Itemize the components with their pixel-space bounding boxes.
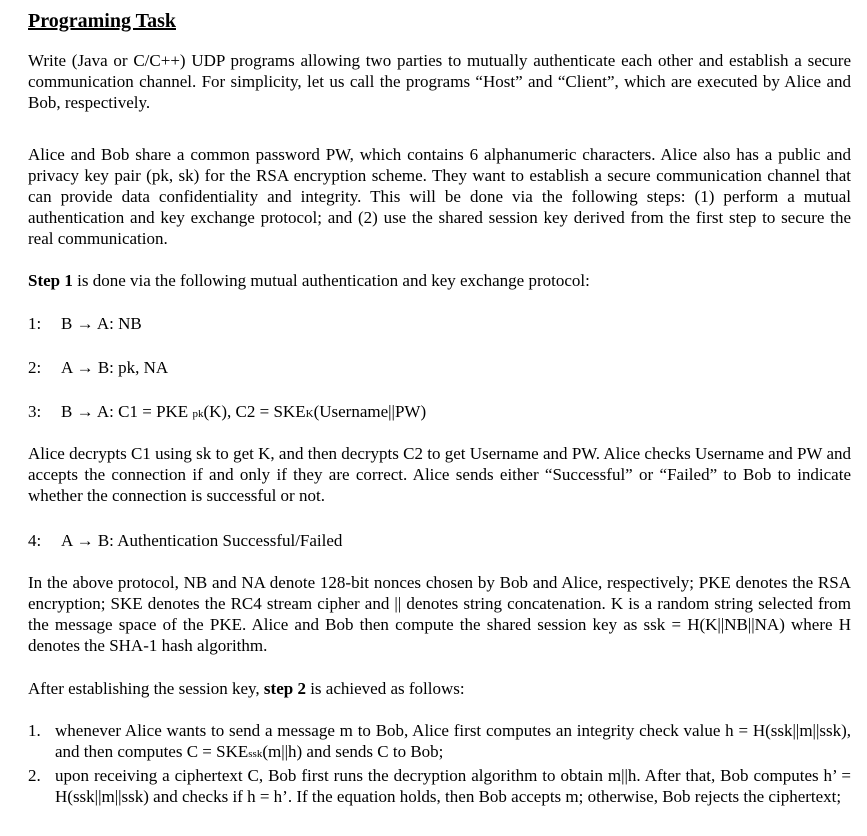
step1-intro [28, 270, 851, 291]
protocol-step-3 [28, 401, 426, 425]
protocol-step-2 [28, 357, 168, 378]
step2-list-item-1 [28, 720, 851, 765]
step2-list-item-2-num: 2. [28, 766, 41, 785]
protocol-step-3-sub-k: K [305, 408, 314, 420]
step2-label: step 2 [263, 679, 306, 698]
protocol-step-1 [28, 313, 142, 334]
step2-list-item-1-text-a: whenever Alice wants to send a message m to Bob, Alice first computes an integrity check value h = H(ssk||m||ssk), and then computes C = SKE [55, 721, 851, 761]
protocol-step-3-text-a: B → A: C1 = PKE [61, 402, 193, 421]
protocol-step-4 [28, 530, 342, 551]
protocol-step-4-num: 4: [28, 531, 42, 550]
step2-intro-text-b: is achieved as follows: [305, 679, 465, 698]
protocol-step-1-text: B → A: NB [61, 314, 142, 333]
setup-paragraph: Alice and Bob share a common password PW, which contains 6 alphanumeric characters. Alice also has a public and privacy key pair (pk, sk) for the RSA encryption scheme. They want to establish a secure communication channel that can provide data confidentiality and integrity. This will be done via the following steps: (1) perform a mutual authentication and key exchange protocol; and (2) use the shared session key derived from the first step to secure the real communication. [28, 145, 851, 248]
protocol-step-3-num: 3: [28, 402, 42, 421]
step2-list-item-1-sub-ssk: ssk [248, 748, 263, 760]
protocol-step-3-text-c: (Username||PW) [313, 402, 427, 421]
intro-paragraph: Write (Java or C/C++) UDP programs allowing two parties to mutually authenticate each other and establish a secure communication channel. For simplicity, let us call the programs “Host” and “Client”, which are executed by Alice and Bob, respectively. [28, 51, 851, 112]
protocol-step-2-text: A → B: pk, NA [61, 358, 169, 377]
step2-list-item-2 [28, 765, 851, 807]
step1-label: Step 1 [28, 271, 73, 290]
page-title: Programing Task [28, 10, 176, 32]
step2-list-item-1-text-b: (m||h) and sends C to Bob; [262, 742, 444, 761]
step2-list-item-2-text: upon receiving a ciphertext C, Bob first runs the decryption algorithm to obtain m||h. After that, Bob computes h’ = H(ssk||m||ssk) and checks if h = h’. If the equation holds, then Bob accepts m; otherwise, Bob rejects the ciphertext; [55, 766, 851, 806]
protocol-step-1-num: 1: [28, 314, 42, 333]
protocol-step-3-text-b: (K), C2 = SKE [203, 402, 306, 421]
step2-list [28, 720, 851, 807]
step1-text: is done via the following mutual authentication and key exchange protocol: [72, 271, 590, 290]
protocol-step-2-num: 2: [28, 358, 42, 377]
protocol-step-4-text: A → B: Authentication Successful/Failed [61, 531, 343, 550]
definitions-paragraph: In the above protocol, NB and NA denote 128-bit nonces chosen by Bob and Alice, respectively; PKE denotes the RSA encryption; SKE denotes the RC4 stream cipher and || denotes string concatenation. K is a random string selected from the message space of the PKE. Alice and Bob then compute the shared session key as ssk = H(K||NB||NA) where H denotes the SHA-1 hash algorithm. [28, 573, 851, 655]
alice-check-paragraph: Alice decrypts C1 using sk to get K, and then decrypts C2 to get Username and PW. Alice checks Username and PW and accepts the connection if and only if they are correct. Alice sends either “Successful” or “Failed” to Bob to indicate whether the connection is successful or not. [28, 444, 851, 505]
step2-list-item-1-num: 1. [28, 721, 41, 740]
step2-intro-text-a: After establishing the session key, [28, 679, 264, 698]
protocol-step-3-sub-pk: pk [192, 408, 204, 420]
step2-intro [28, 678, 851, 699]
